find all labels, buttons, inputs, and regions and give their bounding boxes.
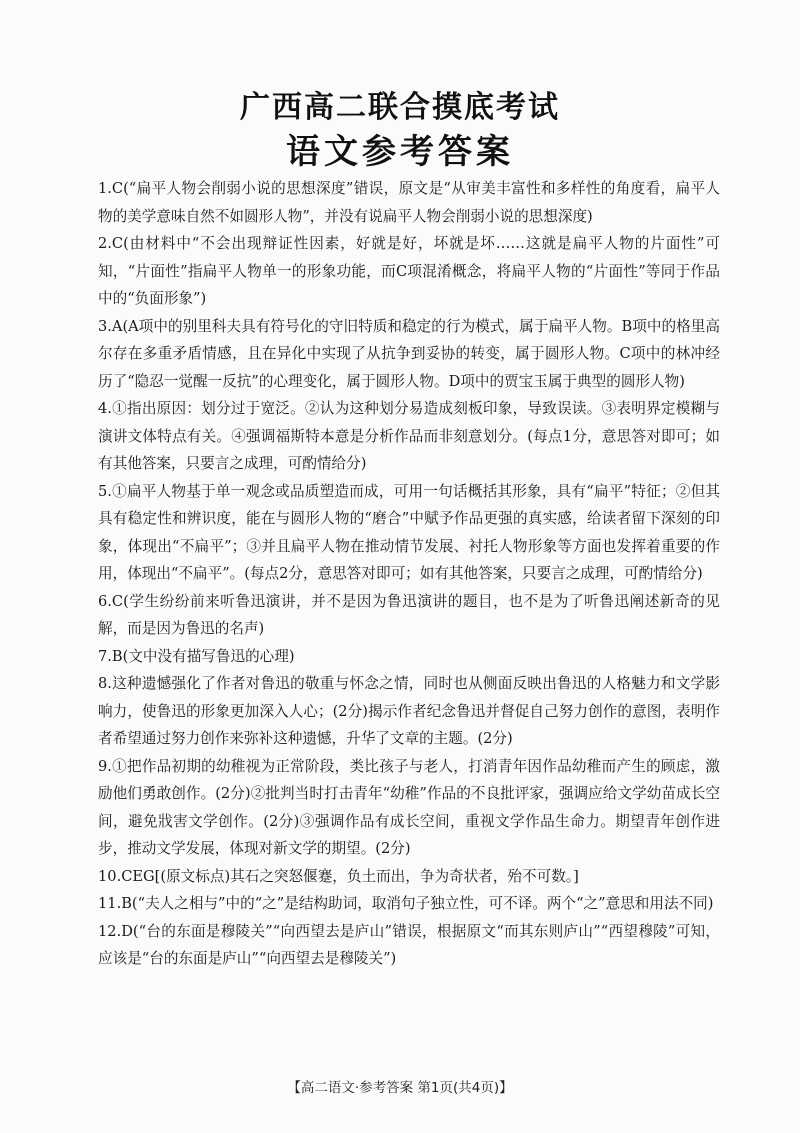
answer-text: 12.D(“台的东面是穆陵关”“向西望去是庐山”错误，根据原文“而其东则庐山”“西望穆陵”可知，应该是“台的东面是庐山”“向西望去是穆陵关”) bbox=[98, 922, 720, 967]
answer-item-11 bbox=[84, 890, 720, 918]
answer-text: 3.A(A项中的别里科夫具有符号化的守旧特质和稳定的行为模式，属于扁平人物。B项中的格里高尔存在多重矛盾情感，且在异化中实现了从抗争到妥协的转变，属于圆形人物。C项中的林冲经历了“隐忍一觉醒一反抗”的心理变化，属于圆形人物。D项中的贾宝玉属于典型的圆形人物) bbox=[98, 317, 720, 390]
answer-item-3 bbox=[84, 313, 720, 396]
answer-text: 7.B(文中没有描写鲁迅的心理) bbox=[98, 647, 295, 665]
answer-text: 10.CEG[(原文标点)其石之突怒偃蹇，负土而出，争为奇状者，殆不可数。] bbox=[98, 867, 579, 885]
answer-item-9 bbox=[84, 753, 720, 863]
answer-item-2 bbox=[84, 230, 720, 313]
answer-text: 11.B(“夫人之相与”中的“之”是结构助词，取消句子独立性，可不译。两个“之”意思和用法不同) bbox=[98, 895, 714, 912]
answer-text: 8.这种遗憾强化了作者对鲁迅的敬重与怀念之情，同时也从侧面反映出鲁迅的人格魅力和文学影响力，使鲁迅的形象更加深入人心；(2分)揭示作者纪念鲁迅并督促自己努力创作的意图，表明作者希望通过努力创作来弥补这种遗憾，升华了文章的主题。(2分) bbox=[98, 675, 720, 747]
page-footer: 【高二语文·参考答案 第1页(共4页)】 bbox=[287, 1080, 513, 1096]
answer-item-5 bbox=[84, 478, 720, 588]
answer-item-12 bbox=[84, 918, 720, 973]
exam-title: 广西高二联合摸底考试 bbox=[240, 90, 560, 125]
answer-item-8 bbox=[84, 670, 720, 753]
answer-text: 6.C(学生纷纷前来听鲁迅演讲，并不是因为鲁迅演讲的题目，也不是为了听鲁迅阐述新奇的见解，而是因为鲁迅的名声) bbox=[98, 592, 720, 637]
answer-text: 4.①指出原因：划分过于宽泛。②认为这种划分易造成刻板印象，导致误读。③表明界定模糊与演讲文体特点有关。④强调福斯特本意是分析作品而非刻意划分。(每点1分，意思答对即可；如有其他答案，只要言之成理，可酌情给分) bbox=[98, 400, 720, 472]
answer-key-title: 语文参考答案 bbox=[286, 132, 514, 172]
answer-list bbox=[84, 175, 720, 973]
answer-item-10 bbox=[84, 863, 720, 891]
answer-text: 1.C(“扁平人物会削弱小说的思想深度”错误，原文是“从审美丰富性和多样性的角度看，扁平人物的美学意味自然不如圆形人物”，并没有说扁平人物会削弱小说的思想深度) bbox=[98, 180, 720, 225]
answer-text: 2.C(由材料中“不会出现辩证性因素，好就是好，坏就是坏……这就是扁平人物的片面性”可知，“片面性”指扁平人物单一的形象功能，而C项混淆概念，将扁平人物的“片面性”等同于作品中的“负面形象”) bbox=[98, 235, 720, 307]
answer-item-1 bbox=[84, 175, 720, 230]
answer-item-7 bbox=[84, 643, 720, 671]
answer-text: 9.①把作品初期的幼稚视为正常阶段，类比孩子与老人，打消青年因作品幼稚而产生的顾虑，激励他们勇敢创作。(2分)②批判当时打击青年“幼稚”作品的不良批评家，强调应给文学幼苗成长空间，避免戕害文学创作。(2分)③强调作品有成长空间，重视文学作品生命力。期望青年创作进步，推动文学发展，体现对新文学的期望。(2分) bbox=[98, 757, 720, 857]
answer-item-4 bbox=[84, 395, 720, 478]
answer-text: 5.①扁平人物基于单一观念或品质塑造而成，可用一句话概括其形象，具有“扁平”特征；②但其具有稳定性和辨识度，能在与圆形人物的“磨合”中赋予作品更强的真实感，给读者留下深刻的印象，体现出“不扁平”；③并且扁平人物在推动情节发展、衬托人物形象等方面也发挥着重要的作用，体现出“不扁平”。(每点2分，意思答对即可；如有其他答案，只要言之成理，可酌情给分) bbox=[98, 482, 720, 582]
answer-item-6 bbox=[84, 588, 720, 643]
